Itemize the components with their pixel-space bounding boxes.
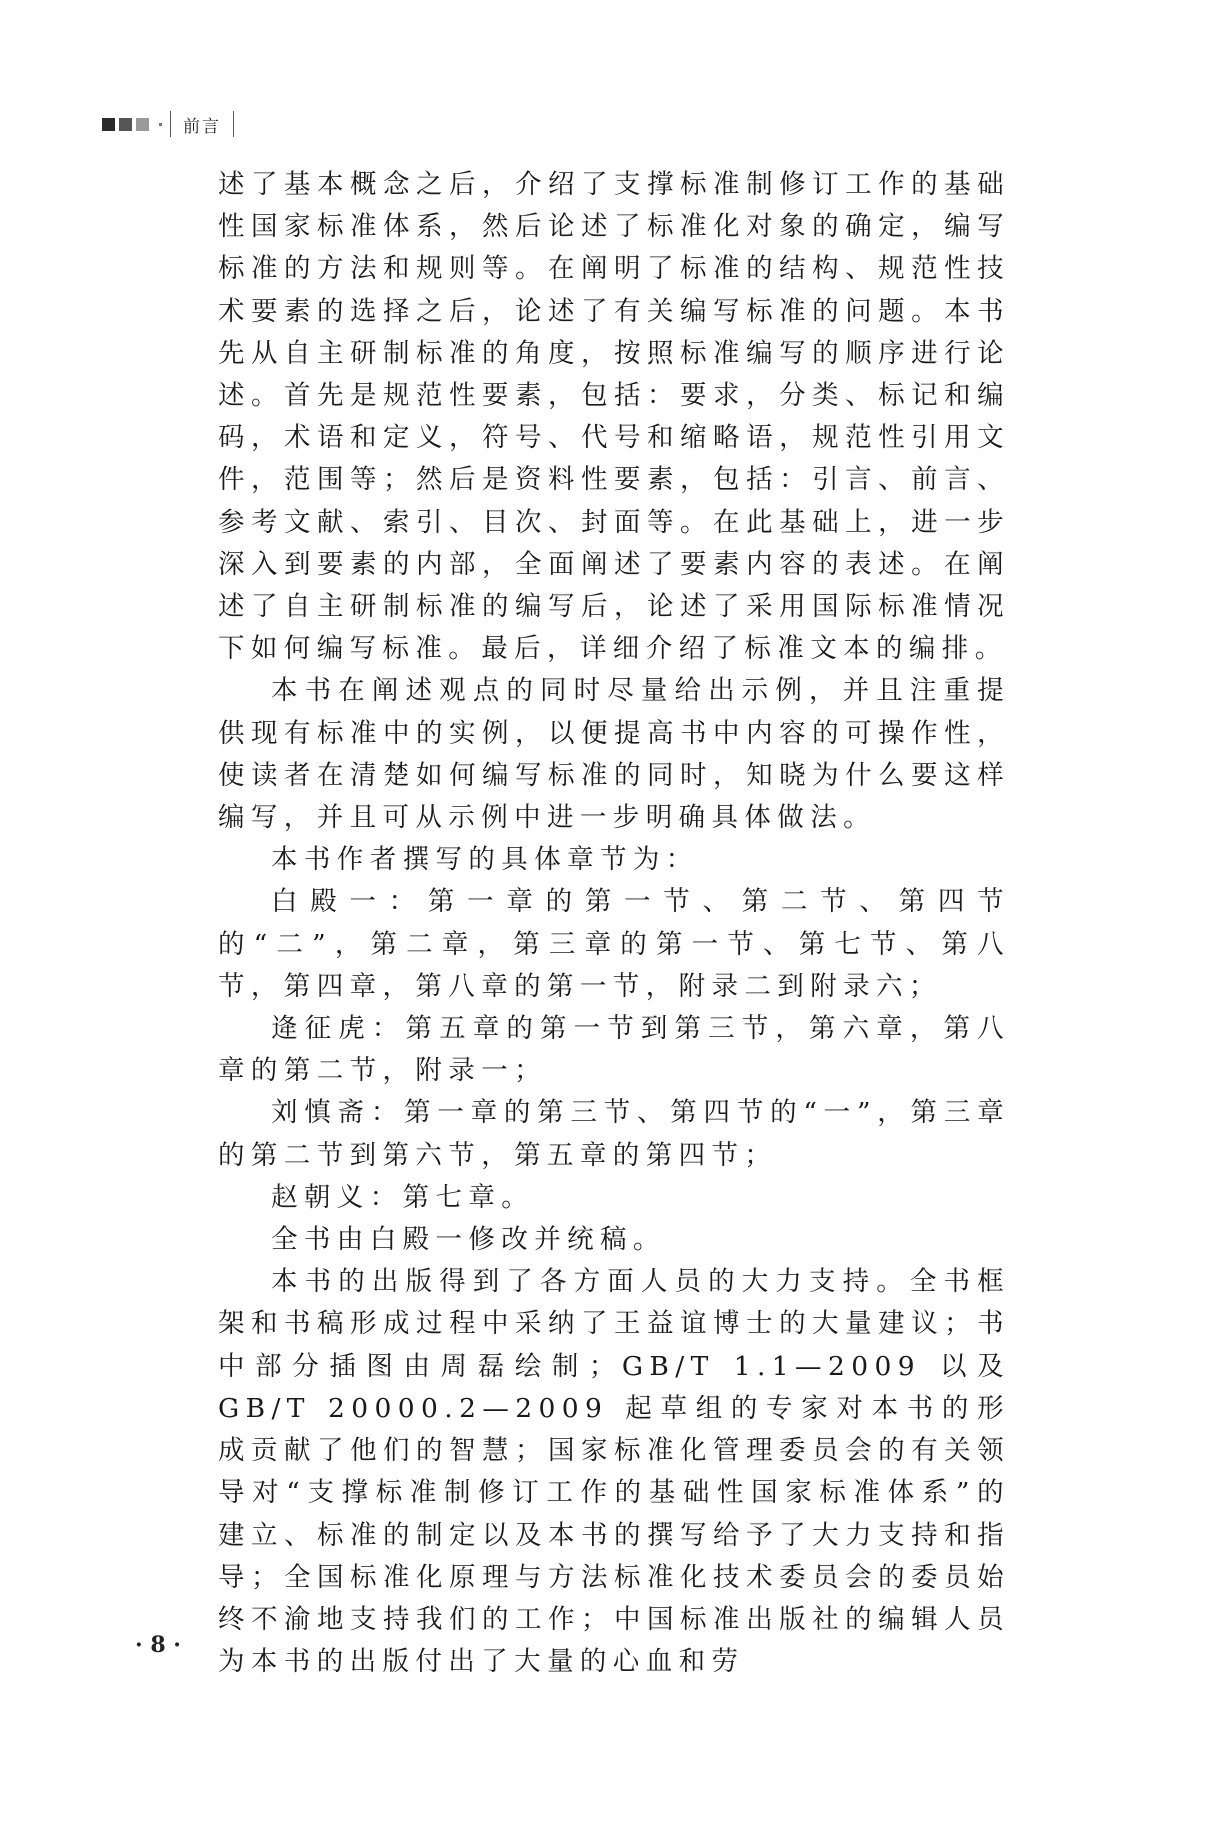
paragraph: 白殿一：第一章的第一节、第二节、第四节的“二”，第二章，第三章的第一节、第七节、第八节，第四章，第八章的第一节，附录二到附录六； — [218, 886, 1010, 1002]
header-divider — [170, 111, 171, 137]
paragraph: 逄征虎：第五章的第一节到第三节，第六章，第八章的第二节，附录一； — [218, 1013, 1010, 1087]
paragraph: 赵朝义：第七章。 — [271, 1181, 535, 1213]
page-number: · 8 · — [135, 1632, 181, 1658]
paragraph: 本书在阐述观点的同时尽量给出示例，并且注重提供现有标准中的实例，以便提高书中内容的可操作性，使读者在清楚如何编写标准的同时，知晓为什么要这样编写，并且可从示例中进一步明确具体做法。 — [218, 675, 1010, 834]
paragraph: 本书的出版得到了各方面人员的大力支持。全书框架和书稿形成过程中采纳了王益谊博士的大量建议；书中部分插图由周磊绘制；GB/T 1.1—2009 以及 GB/T 20000.2—2009 起草组的专家对本书的形成贡献了他们的智慧；国家标准化管理委员会的有关领导对“支撑标准制修订工作的基础性国家标准体系”的建立、标准的制定以及本书的撰写给予了大力支持和指导；全国标准化原理与方法标准化技术委员会的委员始终不渝地支持我们的工作；中国标准出版社的编辑人员为本书的出版付出了大量的心血和劳 — [218, 1266, 1010, 1678]
header-title: 前言 — [183, 116, 221, 137]
header-block-icon — [102, 118, 115, 131]
paragraph: 本书作者撰写的具体章节为： — [271, 844, 699, 876]
body-text — [218, 164, 1010, 1683]
header-dot — [159, 123, 162, 126]
running-header — [102, 110, 234, 138]
paragraph: 全书由白殿一修改并统稿。 — [271, 1224, 666, 1256]
paragraph: 述了基本概念之后，介绍了支撑标准制修订工作的基础性国家标准体系，然后论述了标准化对象的确定，编写标准的方法和规则等。在阐明了标准的结构、规范性技术要素的选择之后，论述了有关编写标准的问题。本书先从自主研制标准的角度，按照标准编写的顺序进行论述。首先是规范性要素，包括：要求，分类、标记和编码，术语和定义，符号、代号和缩略语，规范性引用文件，范围等；然后是资料性要素，包括：引言、前言、参考文献、索引、目次、封面等。在此基础上，进一步深入到要素的内部，全面阐述了要素内容的表述。在阐述了自主研制标准的编写后，论述了采用国际标准情况下如何编写标准。最后，详细介绍了标准文本的编排。 — [218, 169, 1010, 665]
header-block-icon — [136, 118, 149, 131]
header-divider — [233, 111, 234, 137]
paragraph: 刘慎斋：第一章的第三节、第四节的“一”，第三章的第二节到第六节，第五章的第四节； — [218, 1097, 1010, 1171]
header-block-icon — [119, 118, 132, 131]
